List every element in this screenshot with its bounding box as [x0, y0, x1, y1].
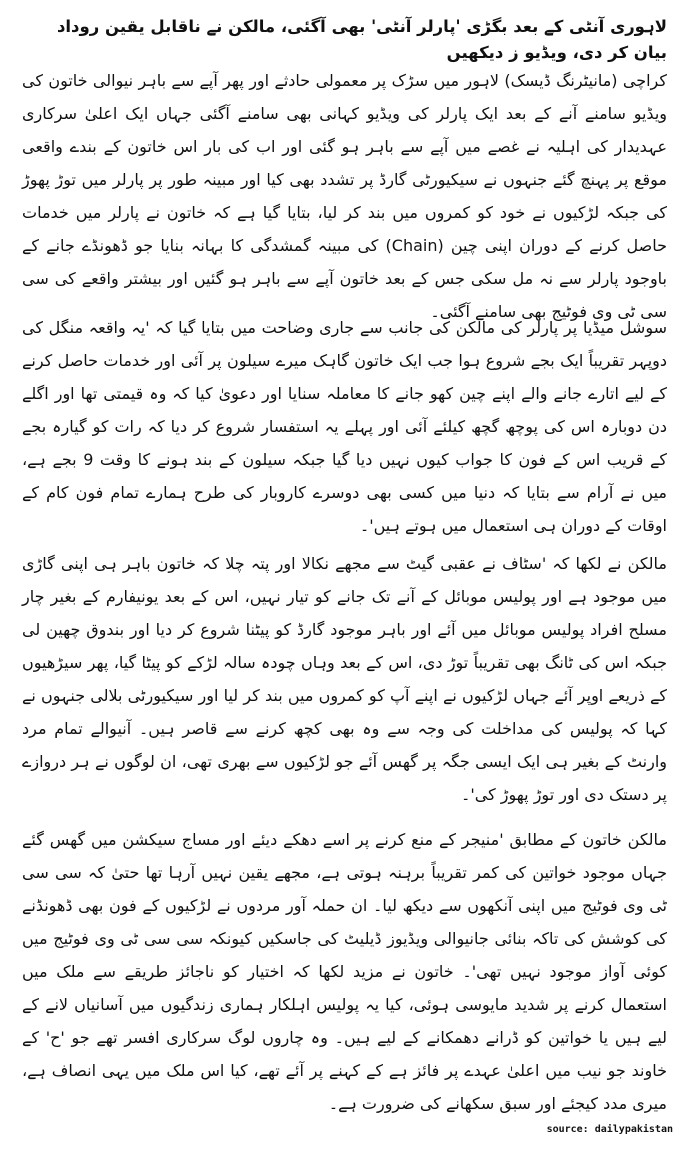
article-paragraph-4: مالکن خاتون کے مطابق 'منیجر کے منع کرنے پر اسے دھکے دیئے اور مساج سیکشن میں گھس گئے جہاں موجود خواتین کی کمر تقریباً برہنہ ہوتی ہے، مجھے یقین نہیں آرہا تھا حتیٰ کہ سی سی ٹی وی فوٹیج میں اپنی آنکھوں سے دیکھ لیا۔ ان حملہ آور مردوں نے لڑکیوں کے فون بھی ڈھونڈنے کی کوشش کی تاکہ بنائی جانیوالی ویڈیوز ڈیلیٹ کی جاسکیں کیونکہ سی سی ٹی وی فوٹیج میں کوئی آواز موجود نہیں تھی'۔ خاتون نے مزید لکھا کہ اختیار کو ناجائز طریقے سے ملک میں استعمال کرنے پر شدید مایوسی ہوئی، کیا یہ پولیس اہلکار ہماری زندگیوں میں آسانیاں لانے کے لیے ہیں یا خواتین کو ڈرانے دھمکانے کے لیے ہیں۔ وہ چاروں لوگ سرکاری افسر تھے جو 'ح' کے خاوند جو نیب میں اعلیٰ عہدے پر فائز ہے کے کہنے پر آئے تھے، کیا اس ملک میں یہی انصاف ہے، میری مدد کیجئے اور سبق سکھانے کی ضرورت ہے۔: [22, 830, 668, 1113]
article-paragraph-2: سوشل میڈیا پر پارلر کی مالکن کی جانب سے جاری وضاحت میں بتایا گیا کہ 'یہ واقعہ منگل کی دوپہر تقریباً ایک بجے شروع ہوا جب ایک خاتون گاہک میرے سیلون پر آئی اور خدمات حاصل کرنے کے لیے اتارے جانے والے اپنے چین کھو جانے کا معاملہ سنایا اور دعویٰ کیا کہ وہ قیمتی تھا اور اگلے دن دوبارہ اس کی پوچھ گچھ کیلئے آئی اور پہلے یہ استفسار شروع کر دیا کہ رات کو گیارہ بجے کے قریب اس کے فون کا جواب کیوں نہیں دیا گیا جبکہ سیلون کے بند ہونے کا وقت 9 بجے ہے، میں نے آرام سے بتایا کہ دنیا میں کسی بھی دوسرے کاروبار کی طرح ہمارے تمام فون کام کے اوقات کے دوران ہی استعمال میں ہوتے ہیں'۔: [22, 318, 668, 535]
article-headline: لاہوری آنٹی کے بعد بگڑی 'پارلر آنٹی' بھی آگئی، مالکن نے ناقابل یقین روداد بیان کر دی، ویڈیو ز دیکھیں: [56, 17, 667, 62]
article-paragraph-3: مالکن نے لکھا کہ 'سٹاف نے عقبی گیٹ سے مجھے نکالا اور پتہ چلا کہ خاتون باہر ہی اپنی گاڑی میں موجود ہے اور پولیس موبائل کے آنے تک جانے کو تیار نہیں، اس کے بعد یونیفارم کے بغیر چار مسلح افراد پولیس موبائل میں آئے اور باہر موجود گارڈ کو پیٹنا شروع کر دیا اور بندوق چھین لی جبکہ اس کی ٹانگ بھی تقریباً توڑ دی، اس کے بعد وہاں چودہ سالہ لڑکے کو پیٹا گیا، پھر سیڑھیوں کے ذریعے اوپر آئے جہاں لڑکیوں نے اپنے آپ کو کمروں میں بند کر لیا اور سیکیورٹی بلالی جنہوں نے کہا کہ پولیس کی مداخلت کی وجہ سے وہ بھی کچھ کرنے سے قاصر ہیں۔ آنیوالے تمام مرد وارنٹ کے بغیر ہی ایک ایسی جگہ پر گھس آئے جو لڑکیوں سے بھری تھی، ان لوگوں نے ہر دروازے پر دستک دی اور توڑ پھوڑ کی'۔: [22, 554, 667, 804]
source-credit: source: dailypakistan: [546, 1124, 673, 1135]
article-body: [22, 64, 668, 1113]
article-paragraph-1: کراچی (مانیٹرنگ ڈیسک) لاہور میں سڑک پر معمولی حادثے اور پھر آپے سے باہر نیوالی خاتون کی ویڈیو سامنے آنے کے بعد ایک پارلر کی ویڈیو کہانی بھی سامنے آگئی جہاں ایک اعلیٰ سرکاری عہدیدار کی اہلیہ نے غصے میں آپے سے باہر ہو گئی اور اب کی بار اس خاتون کے بندے واقعی موقع پر پہنچ گئے جنہوں نے سیکیورٹی گارڈ پر تشدد بھی کیا اور مبینہ طور پر پارلر میں توڑ پھوڑ کی جبکہ لڑکیوں نے خود کو کمروں میں بند کر لیا، بتایا گیا ہے کہ خاتون نے پارلر میں خدمات حاصل کرنے کے دوران اپنی چین (Chain) کی مبینہ گمشدگی کا بہانہ بنایا جو ڈھونڈے جانے کے باوجود پارلر سے نہ مل سکی جس کے بعد خاتون آپے سے باہر ہو گئیں اور بیشتر واقعے کی سی سی ٹی وی فوٹیج بھی سامنے آگئی۔: [22, 71, 668, 321]
